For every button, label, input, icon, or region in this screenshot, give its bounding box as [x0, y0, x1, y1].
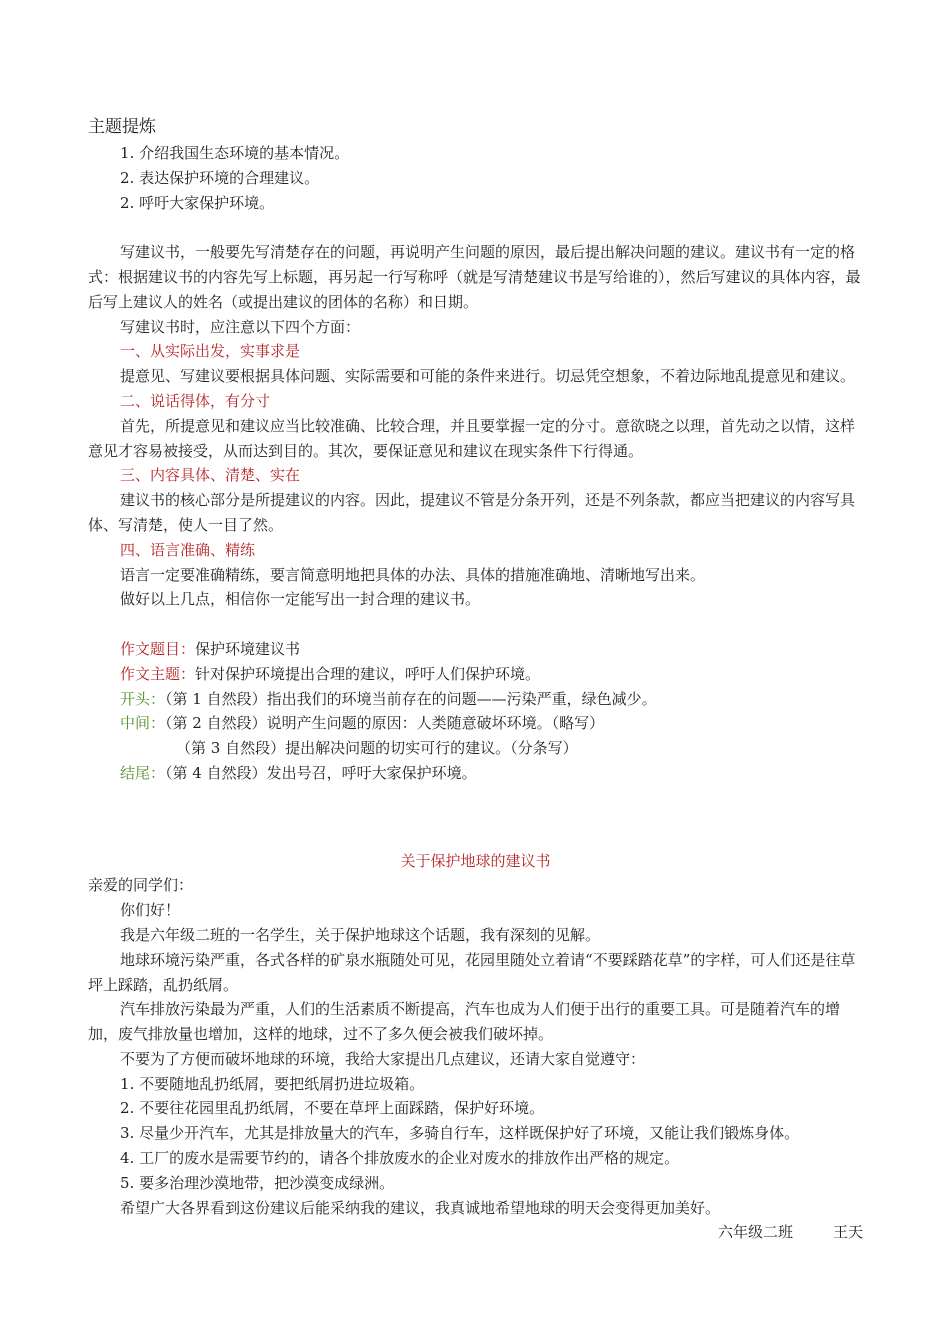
outline-end-label: 结尾：	[120, 763, 166, 782]
spacer	[88, 612, 863, 637]
outline-topic-value: 保护环境建议书	[195, 639, 301, 658]
outline-end-value: （第 4 自然段）发出号召，呼吁大家保护环境。	[165, 763, 477, 782]
letter-greeting: 你们好！	[120, 901, 181, 920]
outline-theme	[88, 662, 863, 687]
tip-body: 提意见、写建议要根据具体问题、实际需要和可能的条件来进行。切忌凭空想象，不着边际地乱提意见和建议。	[120, 367, 856, 386]
intro-paragraph: 写建议书时，应注意以下四个方面：	[120, 317, 361, 336]
signature-name: 王天	[832, 1223, 863, 1242]
theme-point: 2. 呼吁大家保护环境。	[120, 193, 275, 212]
section-title: 主题提炼	[88, 117, 156, 137]
tip-body: 建议书的核心部分是所提建议的内容。因此，提建议不管是分条开列，还是不列条款，都应当把建议的内容写具体、写清楚，使人一目了然。	[88, 491, 856, 534]
letter-suggestion: 5. 要多治理沙漠地带，把沙漠变成绿洲。	[120, 1173, 395, 1192]
tip-heading: 四、语言准确、精练	[120, 540, 256, 559]
spacer	[88, 786, 863, 824]
tip-heading: 三、内容具体、清楚、实在	[120, 466, 301, 485]
tip-heading: 二、说话得体，有分寸	[120, 391, 271, 410]
theme-point: 2. 表达保护环境的合理建议。	[120, 168, 320, 187]
outline-topic	[88, 637, 863, 662]
letter-salutation: 亲爱的同学们：	[88, 876, 194, 895]
letter-paragraph: 汽车排放污染最为严重，人们的生活素质不断提高，汽车也成为人们便于出行的重要工具。可是随着汽车的增加，废气排放量也增加，这样的地球，过不了多久便会被我们破坏掉。	[88, 1000, 841, 1044]
outline-end	[88, 761, 863, 786]
letter-paragraph: 地球环境污染严重，各式各样的矿泉水瓶随处可见，花园里随处立着请“不要踩踏花草”的字样，可人们还是往草坪上踩踏，乱扔纸屑。	[88, 950, 856, 994]
outline-start-label: 开头：	[120, 689, 166, 708]
letter-suggestion: 3. 尽量少开汽车，尤其是排放量大的汽车，多骑自行车，这样既保护好了环境，又能让我们锻炼身体。	[120, 1124, 800, 1143]
tip-body: 首先，所提意见和建议应当比较准确、比较合理，并且要掌握一定的分寸。意欲晓之以理，首先动之以情，这样意见才容易被接受，从而达到目的。其次，要保证意见和建议在现实条件下行得通。	[88, 416, 856, 460]
intro-paragraph: 写建议书，一般要先写清楚存在的问题，再说明产生问题的原因，最后提出解决问题的建议。建议书有一定的格式：根据建议书的内容先写上标题，再另起一行写称呼（就是写清楚建议书是写给谁的），然后写建议的具体内容，最后写上建议人的姓名（或提出建议的团体的名称）和日期。	[88, 243, 861, 311]
letter-signature	[88, 1220, 863, 1245]
letter-paragraph: 我是六年级二班的一名学生，关于保护地球这个话题，我有深刻的见解。	[120, 925, 601, 944]
spacer	[88, 824, 863, 849]
outline-theme-label: 作文主题：	[120, 664, 196, 683]
outline-middle	[88, 711, 863, 736]
letter-paragraph: 不要为了方便而破坏地球的环境，我给大家提出几点建议，还请大家自觉遵守：	[120, 1049, 646, 1068]
spacer	[88, 215, 863, 240]
outline-topic-label: 作文题目：	[120, 639, 196, 658]
letter-closing: 希望广大各界看到这份建议后能采纳我的建议，我真诚地希望地球的明天会变得更加美好。	[120, 1198, 721, 1217]
outline-middle-label: 中间：	[120, 714, 166, 733]
outline-theme-value: 针对保护环境提出合理的建议，呼吁人们保护环境。	[195, 664, 541, 683]
signature-class: 六年级二班	[717, 1223, 793, 1242]
tip-body: 语言一定要准确精练，要言简意明地把具体的办法、具体的措施准确地、清晰地写出来。	[120, 565, 706, 584]
outline-middle-value: （第 2 自然段）说明产生问题的原因：人类随意破坏环境。（略写）	[165, 714, 605, 733]
outline-start-value: （第 1 自然段）指出我们的环境当前存在的问题——污染严重，绿色减少。	[165, 689, 657, 708]
document-body	[88, 113, 863, 1245]
letter-suggestion: 1. 不要随地乱扔纸屑，要把纸屑扔进垃圾箱。	[120, 1074, 425, 1093]
tip-heading: 一、从实际出发，实事求是	[120, 342, 301, 361]
closing-tip: 做好以上几点，相信你一定能写出一封合理的建议书。	[120, 590, 481, 609]
letter-title: 关于保护地球的建议书	[400, 851, 551, 870]
outline-middle-continued: （第 3 自然段）提出解决问题的切实可行的建议。（分条写）	[176, 739, 578, 758]
letter-suggestion: 2. 不要往花园里乱扔纸屑，不要在草坪上面踩踏，保护好环境。	[120, 1099, 545, 1118]
letter-suggestion: 4. 工厂的废水是需要节约的，请各个排放废水的企业对废水的排放作出严格的规定。	[120, 1149, 680, 1168]
theme-point: 1. 介绍我国生态环境的基本情况。	[120, 144, 350, 162]
outline-start	[88, 687, 863, 712]
